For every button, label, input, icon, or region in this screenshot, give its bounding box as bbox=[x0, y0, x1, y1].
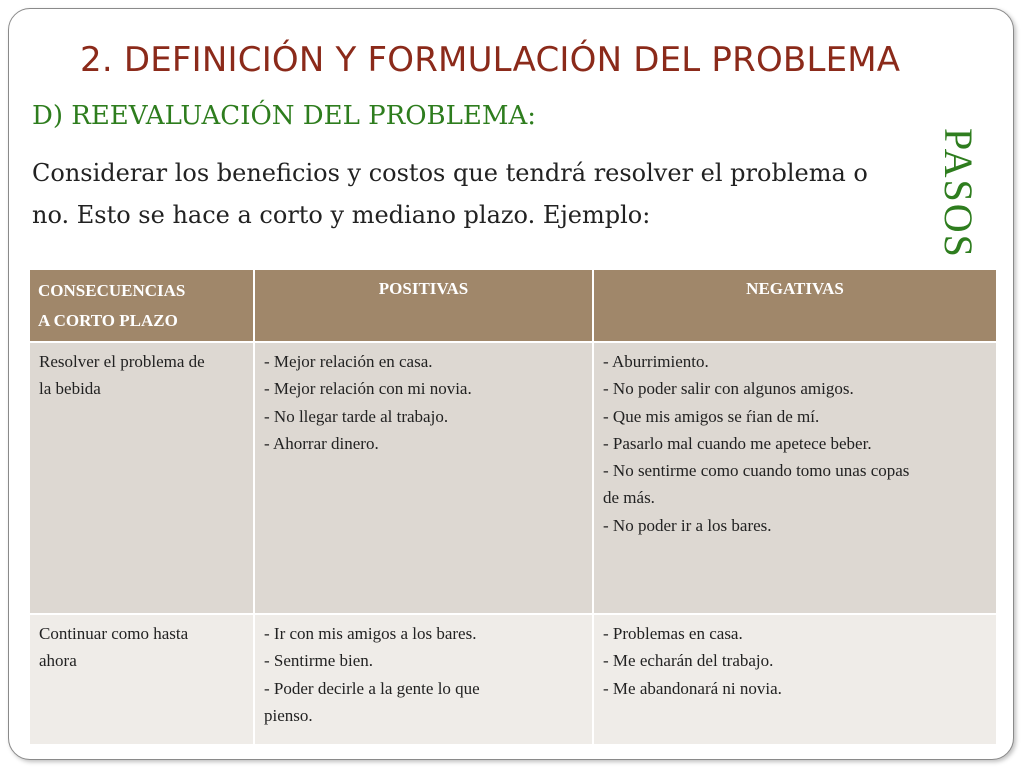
cell-line: - No poder salir con algunos amigos. bbox=[603, 379, 854, 399]
table-row bbox=[30, 614, 996, 744]
cell-line: - Poder decirle a la gente lo que bbox=[264, 678, 480, 698]
cell-line: - No sentirme como cuando tomo unas copas bbox=[603, 461, 910, 481]
table-row bbox=[30, 342, 996, 614]
header-negative: NEGATIVAS bbox=[593, 270, 996, 342]
section-subtitle: D) REEVALUACIÓN DEL PROBLEMA: bbox=[32, 101, 537, 131]
cell-line: ahora bbox=[39, 651, 77, 671]
intro-line: no. Esto se hace a corto y mediano plazo. Ejemplo: bbox=[32, 201, 651, 229]
cell-line: - No poder ir a los bares. bbox=[603, 515, 772, 535]
cell-line: Continuar como hasta bbox=[39, 624, 189, 643]
cell-line: la bebida bbox=[39, 379, 101, 399]
cell-line: - Mejor relación con mi novia. bbox=[264, 379, 472, 399]
header-line: CONSECUENCIAS bbox=[38, 281, 186, 300]
slide-title: 2. DEFINICIÓN Y FORMULACIÓN DEL PROBLEMA bbox=[80, 40, 901, 80]
table-header-row bbox=[30, 270, 996, 342]
intro-paragraph bbox=[32, 152, 912, 236]
cell-line: - Sentirme bien. bbox=[264, 651, 374, 671]
cell-line: - Ahorrar dinero. bbox=[264, 433, 379, 453]
cell-line: - Aburrimiento. bbox=[603, 352, 709, 371]
header-consequences bbox=[30, 270, 254, 342]
cell-negative bbox=[593, 342, 996, 614]
cell-line: - Me abandonará ni novia. bbox=[603, 678, 782, 698]
cell-line: - Me echarán del trabajo. bbox=[603, 651, 774, 671]
header-positive: POSITIVAS bbox=[254, 270, 593, 342]
cell-line: - Pasarlo mal cuando me apetece beber. bbox=[603, 433, 872, 453]
cell-line: - No llegar tarde al trabajo. bbox=[264, 406, 449, 426]
cell-line: - Problemas en casa. bbox=[603, 624, 743, 643]
cell-line: - Que mis amigos se ŕian de mí. bbox=[603, 406, 820, 426]
cell-positive bbox=[254, 342, 593, 614]
intro-line: Considerar los beneficios y costos que tendrá resolver el problema o bbox=[32, 159, 868, 187]
cell-line: de más. bbox=[603, 488, 655, 508]
cell-line: pienso. bbox=[264, 705, 313, 725]
consequences-table bbox=[30, 270, 996, 744]
cell-line: - Ir con mis amigos a los bares. bbox=[264, 624, 477, 643]
cell-negative bbox=[593, 614, 996, 744]
cell-situation bbox=[30, 342, 254, 614]
cell-situation bbox=[30, 614, 254, 744]
cell-positive bbox=[254, 614, 593, 744]
cell-line: - Mejor relación en casa. bbox=[264, 352, 433, 371]
header-line: A CORTO PLAZO bbox=[38, 311, 178, 330]
cell-line: Resolver el problema de bbox=[39, 352, 205, 371]
side-label-pasos: PASOS bbox=[936, 128, 981, 259]
